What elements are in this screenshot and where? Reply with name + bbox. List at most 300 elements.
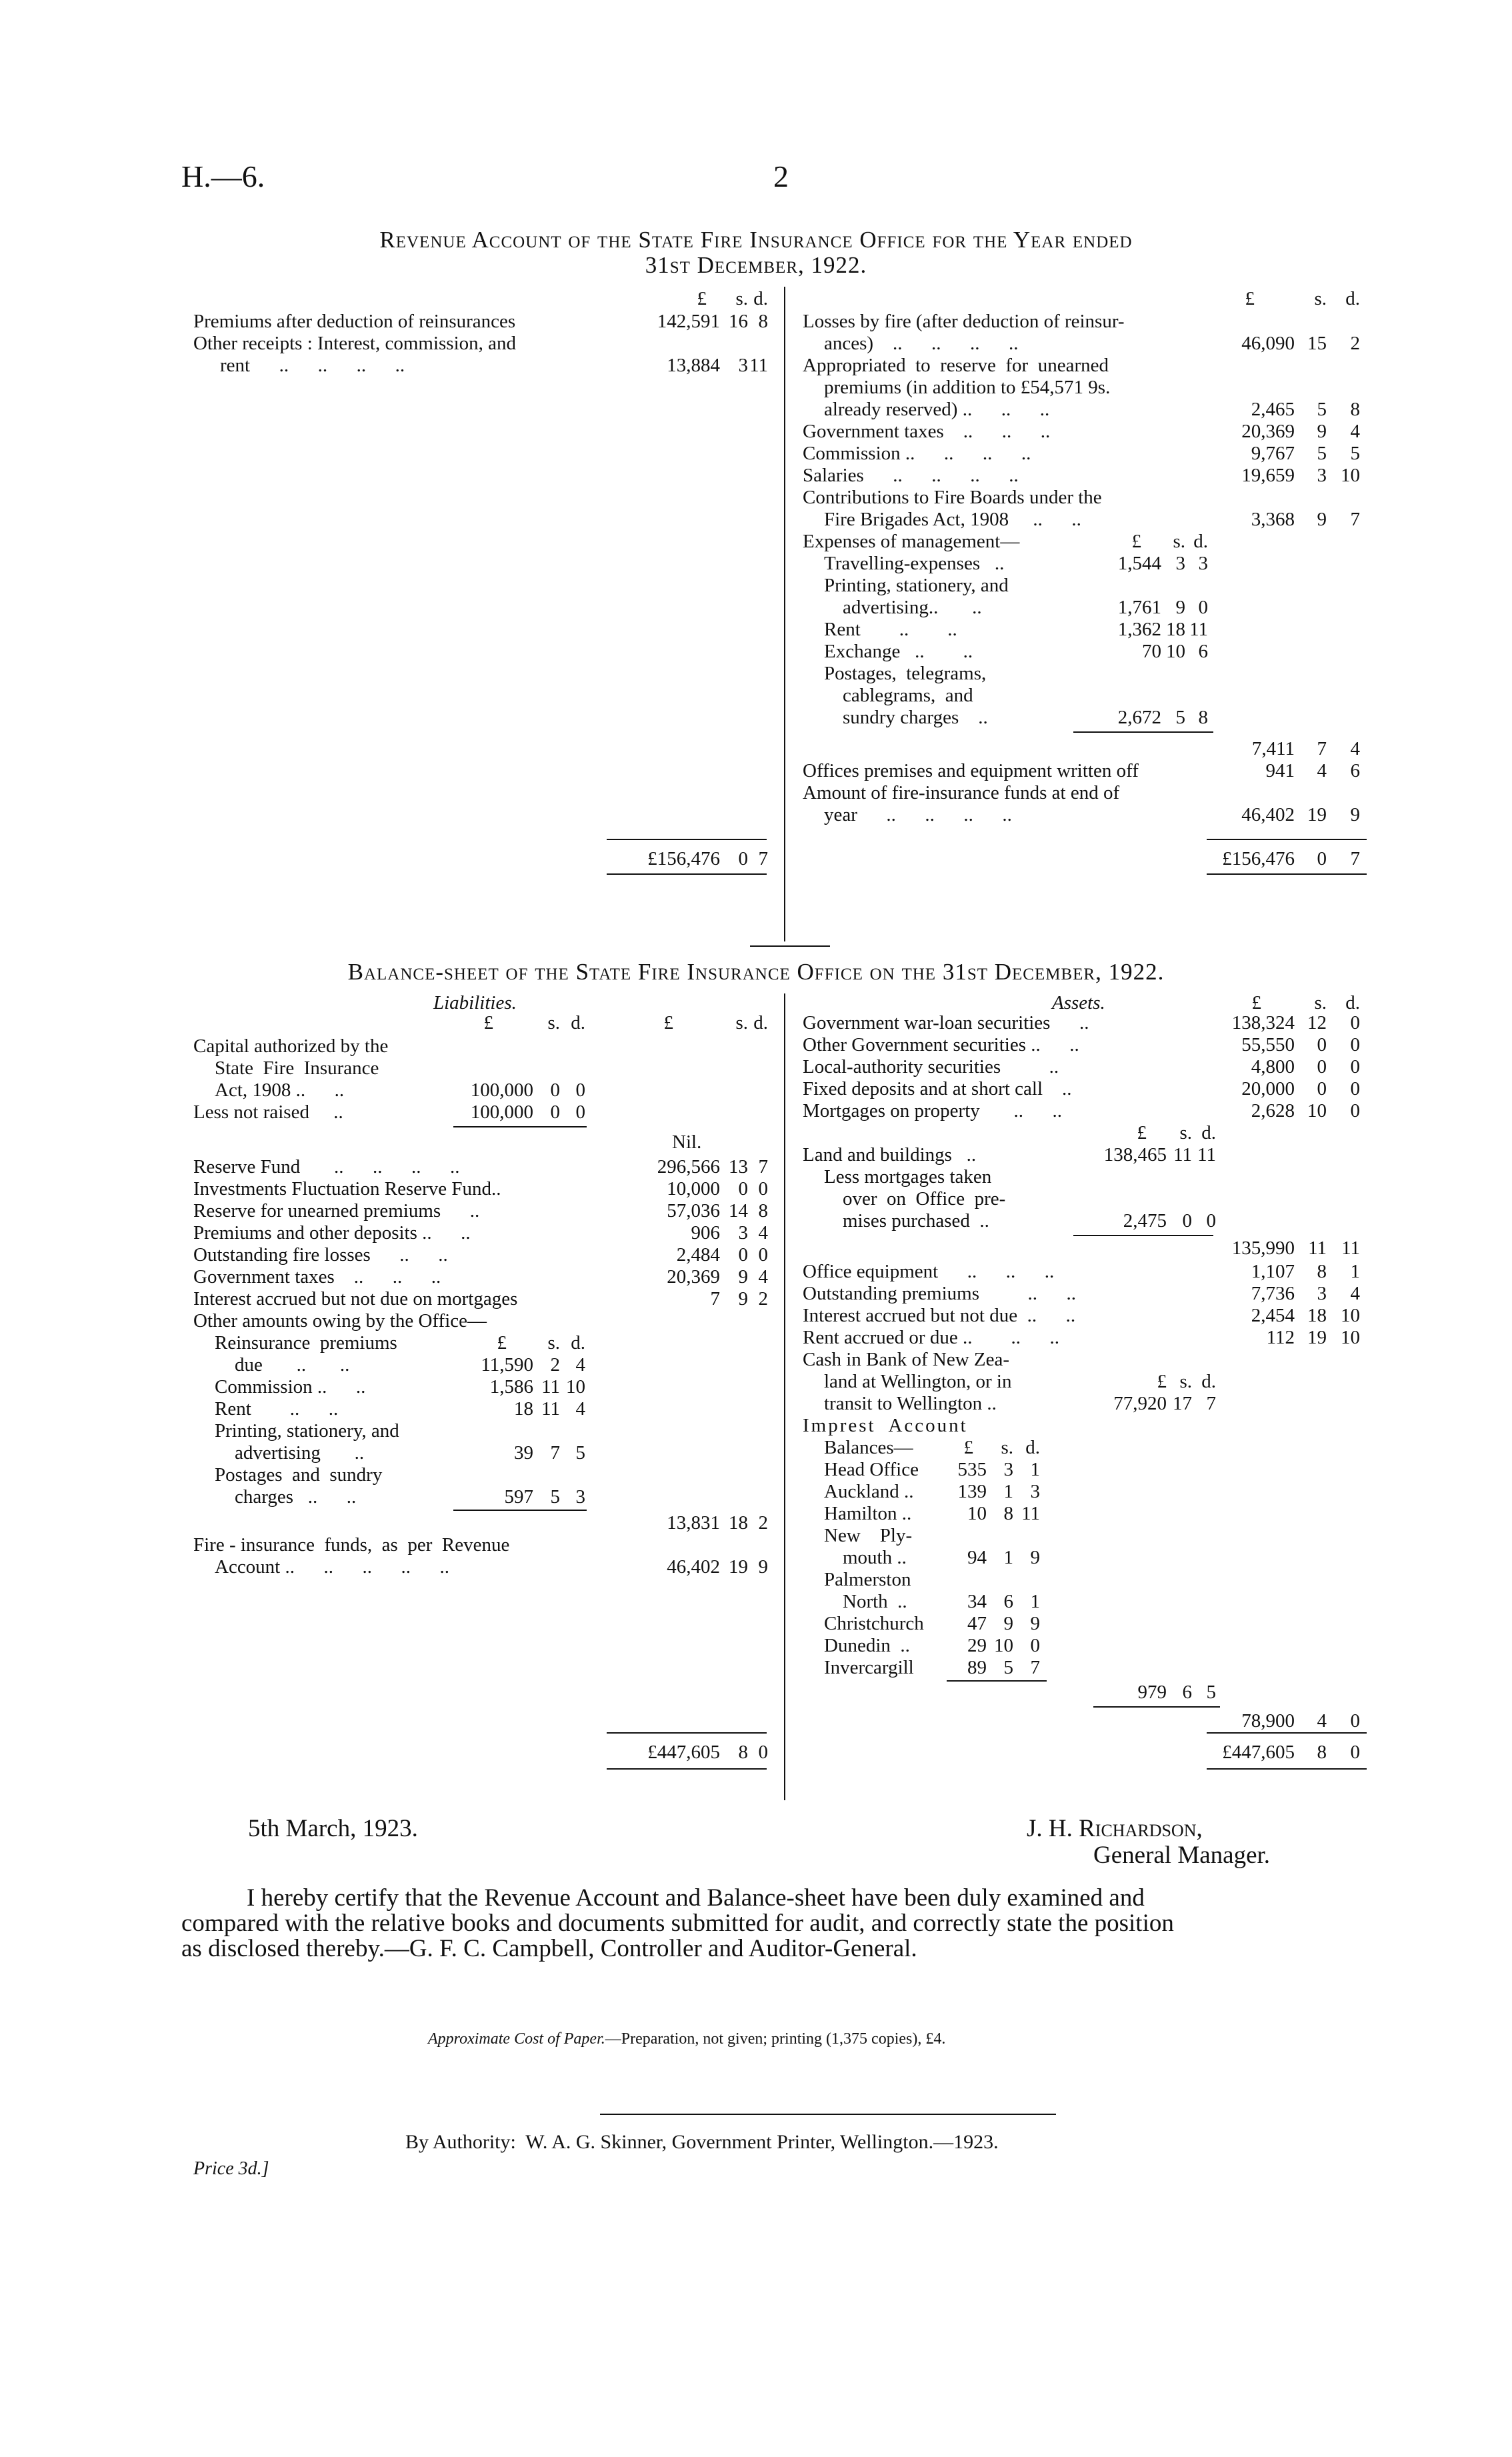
imprest-line: Head Office: [824, 1459, 919, 1480]
land-line: Land and buildings ..: [803, 1144, 977, 1165]
revenue-debit-pence: 7: [1350, 509, 1360, 530]
imprest-pounds: 34: [967, 1591, 987, 1612]
liability-shillings: 9: [738, 1266, 748, 1288]
management-expenses-heading: Expenses of management—: [803, 531, 1020, 552]
col-head-pounds: £: [1245, 288, 1255, 309]
certification-line-2: compared with the relative books and documents submitted for audit, and correctly state the position: [181, 1910, 1174, 1937]
capital-line: Act, 1908 .. ..: [215, 1079, 345, 1101]
land-pounds: 138,465: [1103, 1144, 1167, 1165]
subtotal-rule: [453, 1126, 587, 1127]
owing-pence: 4: [575, 1398, 585, 1420]
liability-shillings: 0: [738, 1178, 748, 1199]
total-rule: [1207, 1732, 1367, 1734]
management-expense-shillings: 3: [1175, 553, 1185, 574]
capital-line: Capital authorized by the: [193, 1035, 389, 1057]
management-total-d: 4: [1350, 738, 1360, 759]
land-pence: 11: [1197, 1144, 1216, 1165]
subtotal-rule: [1073, 1235, 1213, 1236]
management-expense-line: Travelling-expenses ..: [824, 553, 1005, 574]
owing-pence: 3: [575, 1486, 585, 1508]
cash-pounds: 77,920: [1113, 1393, 1167, 1414]
signature-date: 5th March, 1923.: [248, 1815, 418, 1842]
liability-pounds: 10,000: [667, 1178, 720, 1199]
imprest-shillings: 1: [1003, 1547, 1013, 1568]
management-expense-pounds: 1,761: [1117, 597, 1161, 618]
funds-pence: 9: [758, 1556, 768, 1578]
management-expense-pounds: 70: [1142, 641, 1161, 662]
imprest-line: Christchurch: [824, 1613, 924, 1634]
cash-line: land at Wellington, or in: [824, 1371, 1012, 1392]
cash-total-s: 4: [1317, 1710, 1327, 1732]
liabilities-heading: Liabilities.: [433, 992, 517, 1013]
imprest-pence: 1: [1030, 1591, 1040, 1612]
total-rule: [607, 1732, 767, 1734]
asset-pounds: 2,454: [1251, 1305, 1295, 1326]
balance-column-divider: [784, 993, 785, 1800]
assets-total-s: 8: [1317, 1742, 1327, 1763]
owing-line: Rent .. ..: [215, 1398, 339, 1420]
subtotal-rule: [947, 1680, 1047, 1682]
funds-line: Fire - insurance funds, as per Revenue: [193, 1534, 510, 1556]
revenue-credit-pence: 11: [749, 355, 768, 376]
asset-shillings: 19: [1307, 1327, 1327, 1348]
imprest-shillings: 8: [1003, 1503, 1013, 1524]
total-rule: [607, 839, 767, 840]
management-expense-pence: 8: [1198, 707, 1208, 728]
revenue-debit-total: £156,476: [1222, 848, 1295, 869]
management-expense-pence: 0: [1198, 597, 1208, 618]
asset-shillings: 0: [1317, 1034, 1327, 1055]
imprest-heading: Imprest Account: [803, 1415, 968, 1436]
col-head-pence: d.: [1025, 1437, 1040, 1458]
revenue-title-date: 31st December, 1922.: [645, 252, 867, 278]
management-expense-pounds: 1,362: [1117, 619, 1161, 640]
col-head-pence: d.: [753, 288, 768, 309]
liability-line: Government taxes .. .. ..: [193, 1266, 441, 1288]
liability-pence: 0: [758, 1244, 768, 1266]
owing-pounds: 1,586: [489, 1376, 533, 1398]
balance-sheet-title: Balance-sheet of the State Fire Insurance Office on the 31st December, 1922.: [347, 959, 1165, 985]
subtotal-rule: [1073, 731, 1213, 733]
revenue-debit-pence: 10: [1341, 465, 1360, 486]
owing-line: advertising ..: [235, 1442, 365, 1464]
land-total-s: 11: [1308, 1238, 1327, 1259]
liability-line: Premiums and other deposits .. ..: [193, 1222, 471, 1244]
liability-line: Investments Fluctuation Reserve Fund..: [193, 1178, 501, 1199]
asset-line: Mortgages on property .. ..: [803, 1100, 1063, 1121]
liability-shillings: 14: [729, 1200, 748, 1221]
revenue-debit-line: Salaries .. .. .. ..: [803, 465, 1019, 486]
imprest-pence: 9: [1030, 1547, 1040, 1568]
management-expense-pence: 6: [1198, 641, 1208, 662]
revenue-debit-line: Fire Brigades Act, 1908 .. ..: [824, 509, 1081, 530]
col-head-pounds: £: [697, 288, 707, 309]
management-expense-pence: 3: [1198, 553, 1208, 574]
cash-pence: d.: [1201, 1371, 1216, 1392]
asset-pounds: 4,800: [1251, 1056, 1295, 1077]
imprest-line: Palmerston: [824, 1569, 911, 1590]
revenue-credit-shillings: 16: [729, 311, 748, 332]
liabilities-total-s: 8: [738, 1742, 748, 1763]
owing-shillings: 11: [541, 1376, 560, 1398]
asset-shillings: 18: [1307, 1305, 1327, 1326]
double-rule: [607, 873, 767, 875]
management-total: 7,411: [1251, 738, 1295, 759]
owing-pence: 10: [566, 1376, 585, 1398]
revenue-debit-shillings: 5: [1317, 399, 1327, 420]
col-head-shillings: s.: [1314, 288, 1327, 309]
land-line: over on Office pre-: [843, 1188, 1006, 1209]
revenue-debit-shillings: 19: [1307, 804, 1327, 825]
asset-pounds: 20,000: [1241, 1078, 1295, 1099]
cash-pence: 7: [1206, 1393, 1216, 1414]
management-expense-shillings: 18: [1166, 619, 1185, 640]
asset-shillings: 8: [1317, 1261, 1327, 1282]
revenue-debit-line: Government taxes .. .. ..: [803, 421, 1051, 442]
imprest-shillings: 5: [1003, 1657, 1013, 1678]
revenue-debit-shillings: 4: [1317, 760, 1327, 781]
imprest-line: Dunedin ..: [824, 1635, 910, 1656]
management-expense-line: Postages, telegrams,: [824, 663, 987, 684]
revenue-title: Revenue Account of the State Fire Insurance Office for the Year ended: [379, 227, 1133, 253]
owing-shillings: 11: [541, 1398, 560, 1420]
col-head-shillings: s.: [547, 1012, 560, 1033]
capital-shillings: 0: [550, 1101, 560, 1123]
owing-pounds: 597: [504, 1486, 533, 1508]
signer-name: [1027, 1816, 1203, 1842]
revenue-debit-line: already reserved) .. .. ..: [824, 399, 1050, 420]
owing-line: charges .. ..: [235, 1486, 357, 1508]
revenue-debit-line: Commission .. .. .. ..: [803, 443, 1031, 464]
cost-of-paper: [428, 2028, 945, 2050]
liability-pence: 8: [758, 1200, 768, 1221]
revenue-credit-pounds: 142,591: [657, 311, 720, 332]
revenue-debit-line: year .. .. .. ..: [824, 804, 1012, 825]
management-expense-shillings: 10: [1166, 641, 1185, 662]
asset-pence: 1: [1350, 1261, 1360, 1282]
col-head-shillings: s.: [1179, 1122, 1192, 1143]
liability-pounds: 57,036: [667, 1200, 720, 1221]
col-head-pence: d.: [571, 1332, 585, 1354]
imprest-line: Auckland ..: [824, 1481, 914, 1502]
imprest-line: North ..: [843, 1591, 907, 1612]
imprest-subheading: Balances—: [824, 1437, 913, 1458]
owing-pounds: 18: [514, 1398, 533, 1420]
revenue-debit-pence: 4: [1350, 421, 1360, 442]
imprest-line: New Ply-: [824, 1525, 913, 1546]
col-head-shillings: s.: [1001, 1437, 1013, 1458]
revenue-debit-line: Appropriated to reserve for unearned: [803, 355, 1109, 376]
imprest-pence: 7: [1030, 1657, 1040, 1678]
owing-line: due .. ..: [235, 1354, 350, 1376]
owing-total-d: 2: [758, 1512, 768, 1534]
liability-shillings: 3: [738, 1222, 748, 1244]
owing-pounds: 11,590: [481, 1354, 533, 1376]
revenue-debit-total-s: 0: [1317, 848, 1327, 869]
revenue-credit-line: rent .. .. .. ..: [220, 355, 405, 376]
imprest-line: Hamilton ..: [824, 1503, 912, 1524]
capital-line: Less not raised ..: [193, 1101, 343, 1123]
owing-pence: 4: [575, 1354, 585, 1376]
imprest-pounds: 89: [967, 1657, 987, 1678]
land-total: 135,990: [1231, 1238, 1295, 1259]
revenue-credit-pence: 8: [758, 311, 768, 332]
liability-pence: 4: [758, 1266, 768, 1288]
management-expense-shillings: 9: [1175, 597, 1185, 618]
liability-pounds: 906: [691, 1222, 720, 1244]
col-head-pounds: £: [663, 1012, 673, 1033]
revenue-debit-line: premiums (in addition to £54,571 9s.: [824, 377, 1111, 398]
col-head-shillings: s.: [735, 288, 748, 309]
cash-total-d: 0: [1350, 1710, 1360, 1732]
col-head-pounds: £: [497, 1332, 507, 1354]
asset-line: Local-authority securities ..: [803, 1056, 1059, 1077]
revenue-debit-shillings: 3: [1317, 465, 1327, 486]
liabilities-total-d: 0: [758, 1742, 768, 1763]
management-expense-line: Rent .. ..: [824, 619, 957, 640]
authority-rule: [600, 2114, 1056, 2115]
imprest-pence: 3: [1030, 1481, 1040, 1502]
cost-of-paper-text: —Preparation, not given; printing (1,375 copies), £4.: [605, 2030, 946, 2048]
signer-name-text: J. H. Richardson,: [1027, 1815, 1203, 1842]
imprest-shillings: 3: [1003, 1459, 1013, 1480]
asset-line: Interest accrued but not due .. ..: [803, 1305, 1076, 1326]
asset-shillings: 10: [1307, 1100, 1327, 1121]
asset-pence: 10: [1341, 1327, 1360, 1348]
imprest-shillings: 1: [1003, 1481, 1013, 1502]
revenue-debit-shillings: 15: [1307, 333, 1327, 354]
liability-pence: 4: [758, 1222, 768, 1244]
management-expense-line: Printing, stationery, and: [824, 575, 1009, 596]
col-head-pence: d.: [571, 1012, 585, 1033]
col-head-pence: d.: [1345, 288, 1360, 309]
revenue-debit-pence: 2: [1350, 333, 1360, 354]
liabilities-total: £447,605: [647, 1742, 720, 1763]
revenue-credit-total: £156,476: [647, 848, 720, 869]
capital-line: State Fire Insurance: [215, 1057, 379, 1079]
certification-line-3: as disclosed thereby.—G. F. C. Campbell, Controller and Auditor-General.: [181, 1935, 917, 1962]
col-head-pence: d.: [1345, 992, 1360, 1013]
col-head-shillings: s.: [735, 1012, 748, 1033]
owing-pounds: 39: [514, 1442, 533, 1464]
imprest-line: mouth ..: [843, 1547, 907, 1568]
imprest-pounds: 10: [967, 1503, 987, 1524]
liability-line: Reserve Fund .. .. .. ..: [193, 1156, 460, 1177]
certification-line-1: I hereby certify that the Revenue Account and Balance-sheet have been duly examined and: [247, 1884, 1145, 1912]
liability-shillings: 9: [738, 1288, 748, 1310]
imprest-shillings: 9: [1003, 1613, 1013, 1634]
revenue-credit-total-d: 7: [758, 848, 768, 869]
asset-shillings: 12: [1307, 1012, 1327, 1033]
land-total-d: 11: [1341, 1238, 1360, 1259]
liability-pence: 7: [758, 1156, 768, 1177]
liability-shillings: 13: [729, 1156, 748, 1177]
revenue-debit-line: Contributions to Fire Boards under the: [803, 487, 1102, 508]
liability-pounds: 296,566: [657, 1156, 720, 1177]
owing-shillings: 7: [550, 1442, 560, 1464]
management-expense-pounds: 2,672: [1117, 707, 1161, 728]
liability-line: Reserve for unearned premiums ..: [193, 1200, 480, 1221]
land-line: mises purchased ..: [843, 1210, 989, 1232]
cash-line: Cash in Bank of New Zea-: [803, 1349, 1010, 1370]
asset-pounds: 55,550: [1241, 1034, 1295, 1055]
asset-line: Government war-loan securities ..: [803, 1012, 1089, 1033]
liability-line: Outstanding fire losses .. ..: [193, 1244, 448, 1266]
imprest-line: Invercargill: [824, 1657, 914, 1678]
owing-line: Reinsurance premiums: [215, 1332, 397, 1354]
col-head-pounds: £: [1137, 1122, 1147, 1143]
capital-shillings: 0: [550, 1079, 560, 1101]
owing-line: Commission .. ..: [215, 1376, 366, 1398]
cost-of-paper-label: Approximate Cost of Paper.: [428, 2030, 605, 2048]
col-head-pence: d.: [753, 1012, 768, 1033]
asset-shillings: 0: [1317, 1078, 1327, 1099]
col-head-pence: d.: [1193, 531, 1208, 552]
price: Price 3d.]: [193, 2158, 269, 2179]
land-shillings: 11: [1173, 1144, 1192, 1165]
imprest-pence: 0: [1030, 1635, 1040, 1656]
col-head-pounds: £: [1131, 531, 1141, 552]
page-reference: H.—6.: [181, 159, 265, 193]
revenue-credit-pounds: 13,884: [667, 355, 720, 376]
revenue-debit-line: Losses by fire (after deduction of reinsur-: [803, 311, 1125, 332]
imprest-pounds: 29: [967, 1635, 987, 1656]
col-head-shillings: s.: [1173, 531, 1185, 552]
asset-shillings: 3: [1317, 1283, 1327, 1304]
revenue-credit-shillings: 3: [738, 355, 748, 376]
col-head-pounds: £: [1251, 992, 1261, 1013]
management-expense-line: Exchange .. ..: [824, 641, 973, 662]
revenue-debit-pounds: 46,090: [1241, 333, 1295, 354]
asset-line: Outstanding premiums .. ..: [803, 1283, 1077, 1304]
revenue-credit-line: Premiums after deduction of reinsurances: [193, 311, 516, 332]
revenue-debit-pounds: 9,767: [1251, 443, 1295, 464]
col-head-shillings: s.: [1314, 992, 1327, 1013]
revenue-debit-shillings: 9: [1317, 509, 1327, 530]
col-head-shillings: s.: [547, 1332, 560, 1354]
revenue-debit-total-d: 7: [1350, 848, 1360, 869]
imprest-pounds: 535: [957, 1459, 987, 1480]
liability-line: Other amounts owing by the Office—: [193, 1310, 487, 1332]
asset-pence: 0: [1350, 1100, 1360, 1121]
asset-pence: 10: [1341, 1305, 1360, 1326]
liability-line: Interest accrued but not due on mortgages: [193, 1288, 518, 1310]
funds-pounds: 46,402: [667, 1556, 720, 1578]
management-expense-shillings: 5: [1175, 707, 1185, 728]
asset-pence: 0: [1350, 1034, 1360, 1055]
revenue-debit-line: ances) .. .. .. ..: [824, 333, 1019, 354]
imprest-pounds: 94: [967, 1547, 987, 1568]
land-pounds: 2,475: [1123, 1210, 1167, 1232]
owing-line: Postages and sundry: [215, 1464, 383, 1486]
management-expense-line: sundry charges ..: [843, 707, 988, 728]
revenue-debit-pounds: 941: [1265, 760, 1295, 781]
asset-line: Other Government securities .. ..: [803, 1034, 1079, 1055]
asset-line: Rent accrued or due .. .. ..: [803, 1327, 1059, 1348]
asset-pence: 0: [1350, 1078, 1360, 1099]
double-rule: [1207, 1768, 1367, 1770]
revenue-debit-pounds: 20,369: [1241, 421, 1295, 442]
revenue-debit-pence: 5: [1350, 443, 1360, 464]
owing-total-s: 18: [729, 1512, 748, 1534]
liability-pounds: 20,369: [667, 1266, 720, 1288]
total-rule: [1207, 839, 1367, 840]
cash-shillings: s.: [1179, 1371, 1192, 1392]
double-rule: [607, 1768, 767, 1770]
printer-authority: By Authority: W. A. G. Skinner, Government Printer, Wellington.—1923.: [405, 2131, 999, 2153]
subtotal-rule: [1093, 1706, 1220, 1708]
asset-pounds: 2,628: [1251, 1100, 1295, 1121]
revenue-debit-line: Amount of fire-insurance funds at end of: [803, 782, 1120, 803]
asset-pence: 0: [1350, 1012, 1360, 1033]
liability-pounds: 2,484: [676, 1244, 720, 1266]
owing-pence: 5: [575, 1442, 585, 1464]
revenue-debit-pounds: 2,465: [1251, 399, 1295, 420]
col-head-pounds: £: [963, 1437, 973, 1458]
imprest-pence: 1: [1030, 1459, 1040, 1480]
page-number: 2: [773, 159, 789, 193]
section-separator: [750, 945, 830, 947]
revenue-debit-line: Offices premises and equipment written off: [803, 760, 1139, 781]
revenue-debit-pence: 9: [1350, 804, 1360, 825]
revenue-credit-line: Other receipts : Interest, commission, and: [193, 333, 517, 354]
imprest-pence: 9: [1030, 1613, 1040, 1634]
assets-total-d: 0: [1350, 1742, 1360, 1763]
revenue-debit-pounds: 46,402: [1241, 804, 1295, 825]
asset-pounds: 1,107: [1251, 1261, 1295, 1282]
management-expense-pence: 11: [1189, 619, 1208, 640]
funds-shillings: 19: [729, 1556, 748, 1578]
asset-pounds: 112: [1266, 1327, 1295, 1348]
capital-result: Nil.: [672, 1131, 702, 1153]
col-head-pounds: £: [483, 1012, 493, 1033]
imprest-shillings: 10: [994, 1635, 1013, 1656]
double-rule: [1207, 873, 1367, 875]
assets-heading: Assets.: [1052, 992, 1105, 1013]
capital-pence: 0: [575, 1079, 585, 1101]
capital-pounds: 100,000: [470, 1101, 533, 1123]
liability-pence: 2: [758, 1288, 768, 1310]
capital-pence: 0: [575, 1101, 585, 1123]
owing-total: 13,831: [667, 1512, 720, 1534]
owing-line: Printing, stationery, and: [215, 1420, 399, 1442]
cash-shillings: 17: [1173, 1393, 1192, 1414]
asset-pounds: 138,324: [1231, 1012, 1295, 1033]
revenue-debit-shillings: 5: [1317, 443, 1327, 464]
asset-pence: 4: [1350, 1283, 1360, 1304]
cash-pounds: £: [1157, 1371, 1167, 1392]
land-pence: 0: [1206, 1210, 1216, 1232]
asset-line: Fixed deposits and at short call ..: [803, 1078, 1072, 1099]
revenue-column-divider: [784, 287, 785, 941]
land-shillings: 0: [1182, 1210, 1192, 1232]
imprest-total-s: 6: [1182, 1682, 1192, 1703]
imprest-pounds: 139: [957, 1481, 987, 1502]
management-total-s: 7: [1317, 738, 1327, 759]
liability-pence: 0: [758, 1178, 768, 1199]
imprest-total: 979: [1137, 1682, 1167, 1703]
signer-title: General Manager.: [1093, 1842, 1271, 1869]
management-expense-pounds: 1,544: [1117, 553, 1161, 574]
imprest-shillings: 6: [1003, 1591, 1013, 1612]
cash-total: 78,900: [1241, 1710, 1295, 1732]
liability-pounds: 7: [710, 1288, 720, 1310]
asset-pence: 0: [1350, 1056, 1360, 1077]
management-expense-line: cablegrams, and: [843, 685, 973, 706]
asset-shillings: 0: [1317, 1056, 1327, 1077]
revenue-debit-pence: 8: [1350, 399, 1360, 420]
assets-total: £447,605: [1222, 1742, 1295, 1763]
